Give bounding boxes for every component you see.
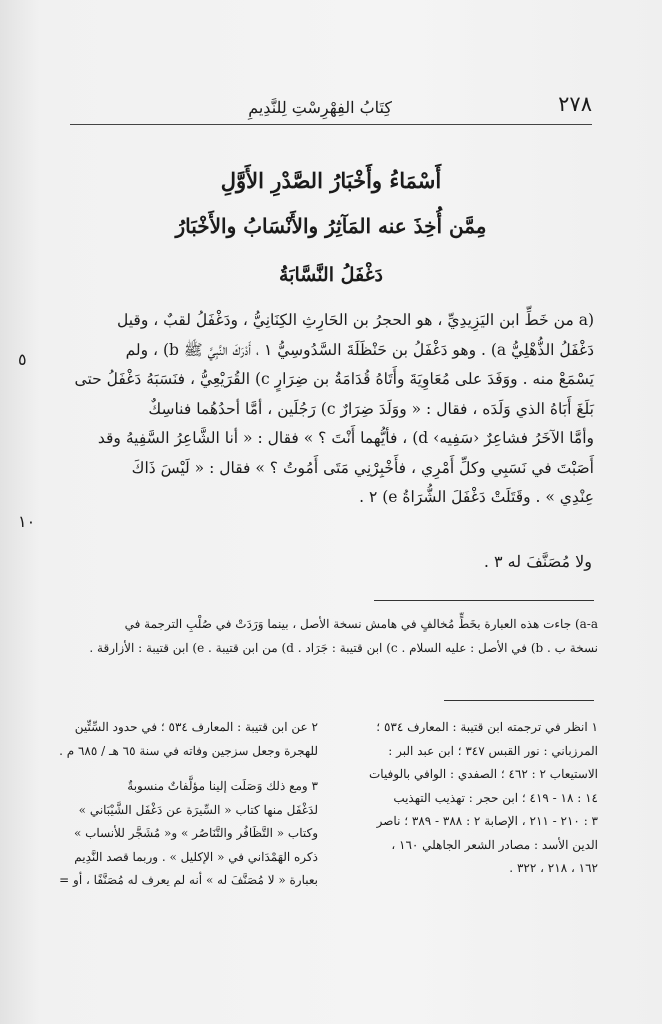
footnotes-right-column	[328, 716, 598, 881]
footnote-line: ١٦٢ ، ٢١٨ ، ٣٢٢ .	[509, 861, 598, 875]
footnote-line: للهجرة وجعل سزجين وفاته في سنة ٦٥ هـ / ٦٨٥ م .	[59, 743, 318, 758]
main-text-line: يَسْمَعْ منه . ووَفَدَ على مُعَاوِيَةَ وأَتَاهُ قُدَامَةُ بن ضِرَارٍ c) القُرَيْعِيُّ ، فنَسَبَهُ دَغْفَلُ حتى	[74, 370, 594, 388]
critical-apparatus	[68, 612, 598, 660]
footnote-line: ١ انظر في ترجمته ابن قتيبة : المعارف ٥٣٤ ؛	[376, 720, 598, 734]
footnote-line: ١٤ : ١٨ - ٤١٩ ؛ ابن حجر : تهذيب التهذيب	[393, 790, 598, 805]
main-text-line: دَغْفَلُ الذُّهْلِيُّ a) . وهو دَغْفَلُ بن حَنْظَلَةَ السَّدُوسِيُّ ١ ، أَدْرَكَ النَّبِيَّ ﷺ b) ، ولم	[125, 340, 594, 359]
footnote-line: لدَغْفَل منها كتاب « السِّيرَة عن دَغْفَل الشَّيْبَاني »	[78, 802, 318, 817]
page-number: ٢٧٨	[558, 92, 592, 116]
entry-heading: دَغْفَلُ النَّسَّابَةُ	[278, 264, 384, 286]
footnote-gap	[68, 763, 318, 775]
footnote-line: ذكره الهَمْدَاني في « الإكليل » . وربما قصد النَّدِيم	[74, 849, 318, 864]
apparatus-line: a-a) جاءت هذه العبارة بخَطٍّ مُخالفٍ في هامش نسخة الأصل ، بينما وَرَدَتْ في صُلْبِ الترجمة في	[124, 617, 598, 631]
page-header	[70, 92, 592, 124]
footnote-line: الدين الأسد : مصادر الشعر الجاهلي ١٦٠ ،	[391, 837, 598, 852]
footnote-line: ٣ ومع ذلك وَصَلَت إلينا مؤلَّفاتٌ منسوبةٌ	[127, 779, 318, 793]
apparatus-line: نسخة ب . b) في الأصل : عليه السلام . c) ابن قتيبة : جَرَاد . d) من ابن قتيبة . e) ابن قتيبة : الأزارقة .	[89, 641, 598, 655]
footnote-rule	[444, 700, 594, 701]
main-text-line: بَلَغَ أَبَاهُ الذي وَلَدَه ، فقال : « ووَلَدَ ضِرَارٌ c) رَجُلَين ، أمَّا أحدُهُما فناسِكٌ	[148, 399, 594, 418]
main-text-line: عِنْدِي » . وقَتَلَتْ دَغْفَلَ الشُّرَاةُ e) ٢ .	[359, 488, 594, 506]
apparatus-rule	[374, 600, 594, 601]
header-rule	[70, 124, 592, 125]
footnote-line: ٢ عن ابن قتيبة : المعارف ٥٣٤ ؛ في حدود السِّتِّين	[74, 720, 318, 734]
footnote-line: ٣ : ٢١٠ - ٢١١ ، الإصابة ٢ : ٣٨٨ - ٣٨٩ ؛ ناصر	[376, 814, 598, 828]
main-text-line: وأمَّا الآخَرُ فشاعِرٌ ‹سَفِيه› d) ، فأيُّهما أَنْتَ ؟ » فقال : « أنا الشَّاعِرُ السَّفِيهُ وقد	[97, 429, 594, 447]
closing-line: ولا مُصَنَّفَ له ٣ .	[483, 552, 592, 571]
section-title: أَسْمَاءُ وأَخْبَارُ الصَّدْرِ الأَوَّلِ	[220, 168, 442, 193]
section-subtitle: مِمَّن أُخِذَ عنه المَآثِرُ والأَنْسَابُ والأَخْبَارُ	[175, 214, 487, 238]
running-title: كِتَابُ الفِهْرِسْتِ لِلنَّدِيمِ	[248, 98, 392, 117]
footnote-line: بعبارة « لا مُصَنَّفَ له » أنه لم يعرف له مُصَنَّفًا ، أو =	[59, 873, 318, 887]
footnote-line: المرزباني : نور القبس ٣٤٧ ؛ ابن عبد البر :	[388, 743, 598, 758]
main-text	[68, 306, 594, 513]
main-text-line: (a من خَطِّ ابن اليَزِيدِيِّ ، هو الحجرُ بن الحَارِثِ الكِنَانِيُّ ، ودَغْفَلُ لقبٌ ، وقيل	[117, 311, 594, 329]
main-text-line: أَصَبْتَ في نَسَبِي وكلِّ أَمْرِي ، فأَخْبِرْنِي مَتَى أَمُوتُ ؟ » فقال : « لَيْسَ ذَاكَ	[131, 458, 594, 477]
line-number-5: ٥	[18, 350, 27, 369]
footnote-line: الاستيعاب ٢ : ٤٦٢ ؛ الصفدي : الوافي بالوفيات	[368, 767, 598, 781]
footnote-line: وكتاب « التَّظَافُر والتَّنَاصُر » و« مُشَجَّر للأنساب »	[73, 826, 318, 840]
footnotes-left-column	[59, 716, 318, 893]
line-number-10: ١٠	[18, 512, 36, 531]
